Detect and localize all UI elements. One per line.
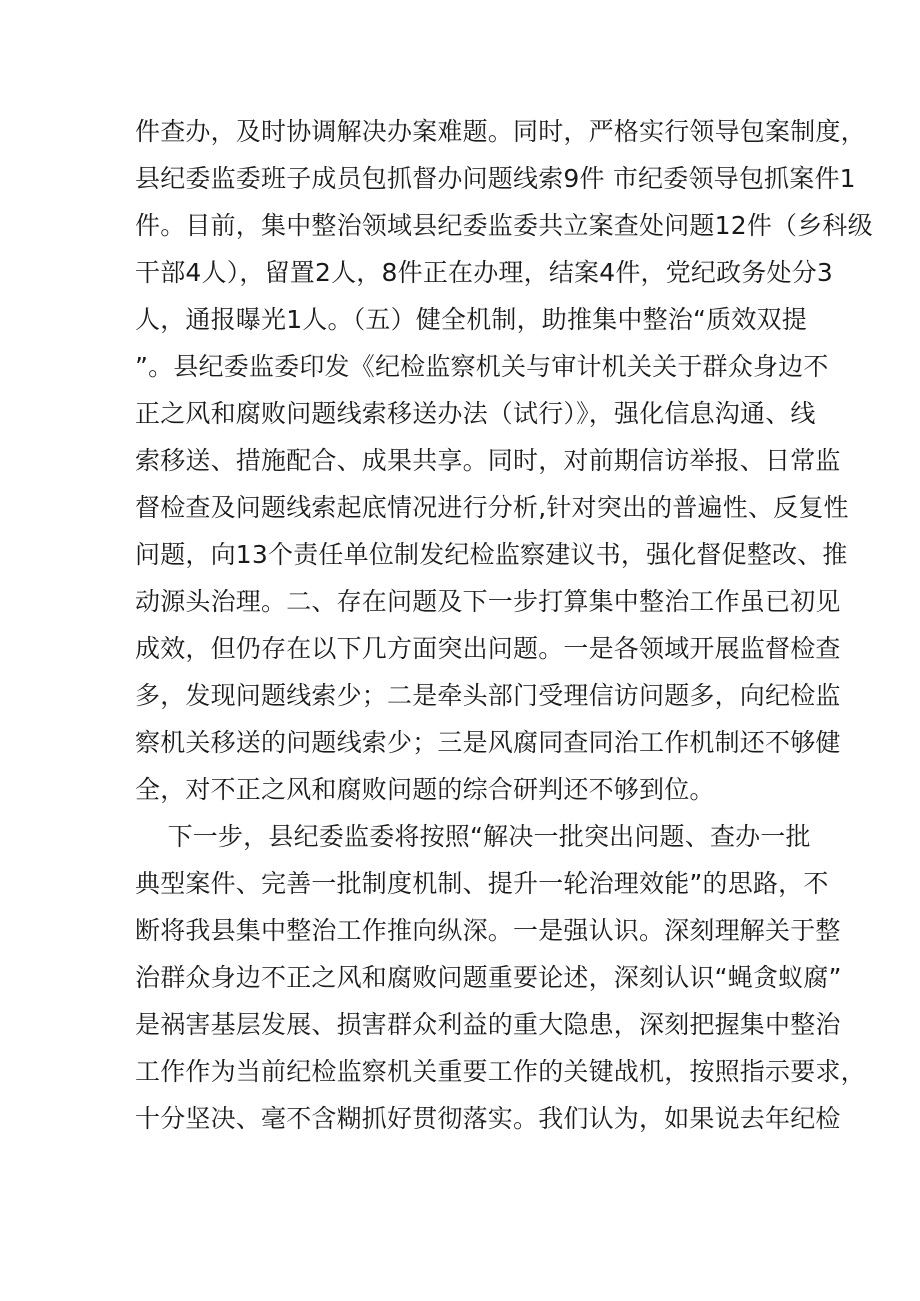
text-line: 件查办，及时协调解决办案难题。同时，严格实行领导包案制度，: [135, 117, 866, 146]
text-line: 督检查及问题线索起底情况进行分析,针对突出的普遍性、反复性: [135, 493, 849, 522]
body-text: [135, 108, 873, 1142]
text-line: 正之风和腐败问题线索移送办法（试行）》，强化信息沟通、线: [135, 399, 816, 428]
text-line: 县纪委监委班子成员包抓督办问题线索9件 市纪委领导包抓案件1: [135, 164, 856, 193]
text-line: 动源头治理。二、存在问题及下一步打算集中整治工作虽已初见: [135, 587, 841, 616]
text-line: 索移送、措施配合、成果共享。同时，对前期信访举报、日常监: [135, 446, 841, 475]
text-line: 全，对不正之风和腐败问题的综合研判还不够到位。: [135, 775, 715, 804]
text-line: 治群众身边不正之风和腐败问题重要论述，深刻认识“蝇贪蚁腐”: [135, 963, 842, 992]
text-line: 断将我县集中整治工作推向纵深。一是强认识。深刻理解关于整: [135, 916, 841, 945]
text-line: 多，发现问题线索少；二是牵头部门受理信访问题多，向纪检监: [135, 681, 841, 710]
text-line: 成效，但仍存在以下几方面突出问题。一是各领域开展监督检查: [135, 634, 841, 663]
text-line: 十分坚决、毫不含糊抓好贯彻落实。我们认为，如果说去年纪检: [135, 1104, 841, 1133]
text-line: 干部4人），留置2人，8件正在办理，结案4件，党纪政务处分3: [135, 258, 834, 287]
text-line: 是祸害基层发展、损害群众利益的重大隐患，深刻把握集中整治: [135, 1010, 841, 1039]
text-line: 问题，向13个责任单位制发纪检监察建议书，强化督促整改、推: [135, 540, 848, 569]
text-line: 人，通报曝光1人。（五）健全机制，助推集中整治“质效双提: [135, 305, 807, 334]
text-line: 工作作为当前纪检监察机关重要工作的关键战机，按照指示要求，: [135, 1057, 866, 1086]
text-line: 典型案件、完善一批制度机制、提升一轮治理效能”的思路，不: [135, 869, 829, 898]
text-line: 件。目前，集中整治领域县纪委监委共立案查处问题12件（乡科级: [135, 211, 873, 240]
text-line: 下一步，县纪委监委将按照“解决一批突出问题、查办一批: [135, 822, 811, 851]
text-line: 察机关移送的问题线索少；三是风腐同查同治工作机制还不够健: [135, 728, 841, 757]
text-line: ”。县纪委监委印发《纪检监察机关与审计机关关于群众身边不: [135, 352, 829, 381]
